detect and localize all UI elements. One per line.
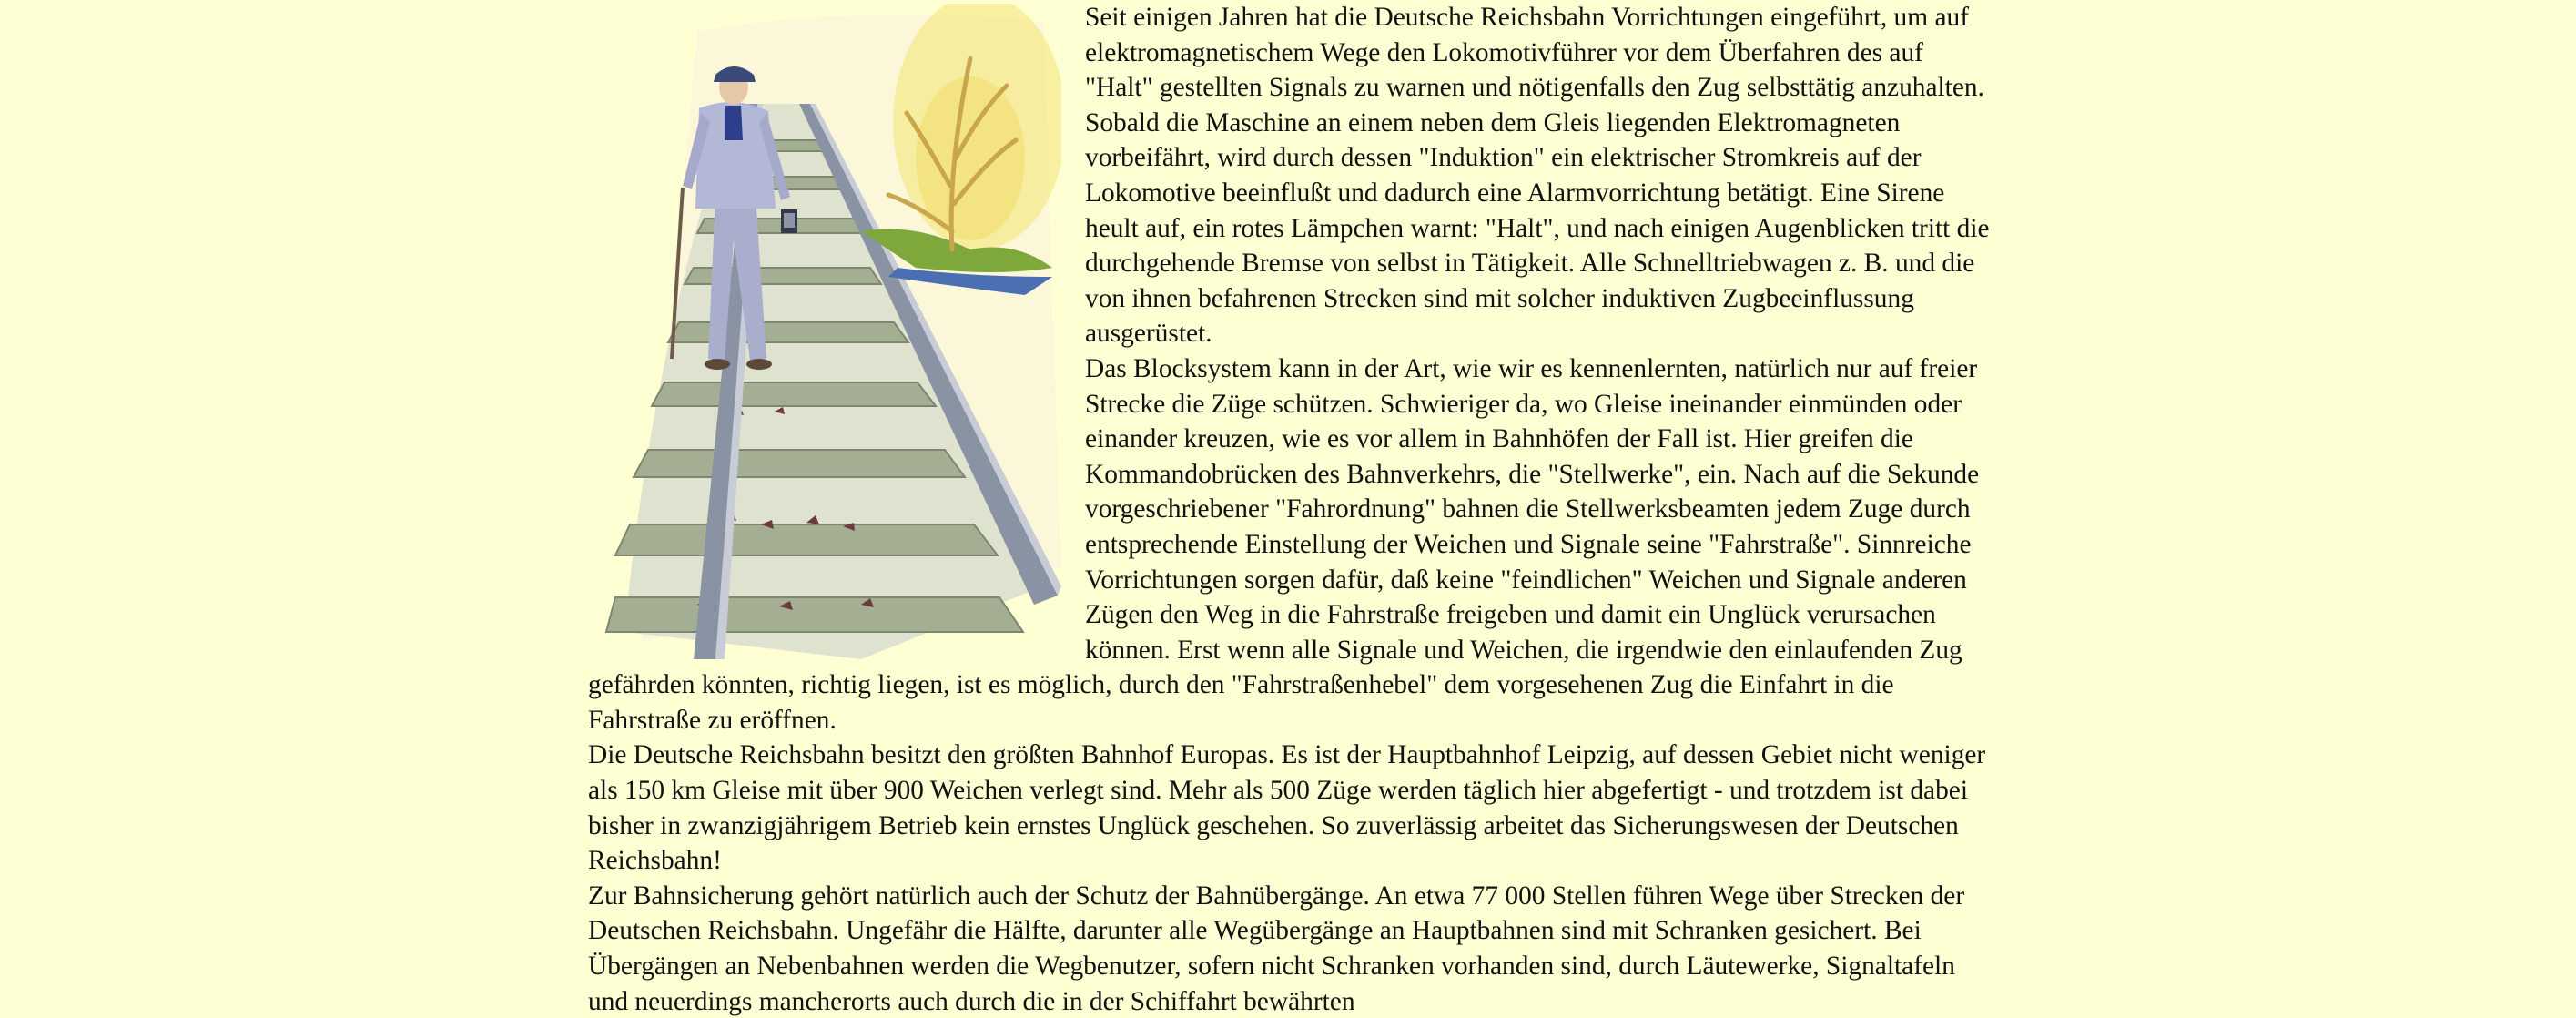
paragraph-level-crossings: Zur Bahnsicherung gehört natürlich auch der Schutz der Bahnübergänge. An etwa 77 000 Stellen führen Wege über Strecken der Deutschen Reichsbahn. Ungefähr die Hälfte, darunter alle Wegübergänge an Hauptbahnen sind mit Schranken gesichert. Bei Übergängen an Nebenbahnen werden die Wegbenutzer, sofern nicht Schranken vorhanden sind, durch Läutewerke, Signaltafeln und neuerdings mancherorts auch durch die in der Schiffahrt bewährten	[588, 881, 1965, 1016]
paragraph-induction: Seit einigen Jahren hat die Deutsche Reichsbahn Vorrichtungen eingeführt, um auf elektromagnetischem Wege den Lokomotivführer vor dem Überfahren des auf "Halt" gestellten Signals zu warnen und nötigenfalls den Zug selbsttätig anzuhalten. Sobald die Maschine an einem neben dem Gleis liegenden Elektromagneten vorbeifährt, wird durch dessen "Induktion" ein elektrischer Stromkreis auf der Lokomotive beeinflußt und dadurch eine Alarmvorrichtung betätigt. Eine Sirene heult auf, ein rotes Lämpchen warnt: "Halt", und nach einigen Augenblicken tritt die durchgehende Bremse von selbst in Tätigkeit. Alle Schnelltriebwagen z. B. und die von ihnen befahrenen Strecken sind mit solcher induktiven Zugbeeinflussung ausgerüstet.	[1085, 3, 1990, 349]
paragraph-leipzig-station: Die Deutsche Reichsbahn besitzt den größten Bahnhof Europas. Es ist der Hauptbahnhof Leipzig, auf dessen Gebiet nicht weniger als 150 km Gleise mit über 900 Weichen verlegt sind. Mehr als 500 Züge werden täglich hier abgefertigt - und trotzdem ist dabei bisher in zwanzigjährigem Betrieb kein ernstes Unglück geschehen. So zuverlässig arbeitet das Sicherungswesen der Deutschen Reichsbahn!	[588, 740, 1986, 876]
railway-worker-walking-track-illustration	[588, 4, 1061, 659]
paragraph-block-system: Das Blocksystem kann in der Art, wie wir es kennenlernten, natürlich nur auf freier Strecke die Züge schützen. Schwieriger da, wo Gleise ineinander einmünden oder einander kreuzen, wie es vor allem in Bahnhöfen der Fall ist. Hier greifen die Kommandobrücken des Bahnverkehrs, die "Stellwerke", ein. Nach auf die Sekunde vorgeschriebener "Fahrordnung" bahnen die Stellwerksbeamten jedem Zuge durch entsprechende Einstellung der Weichen und Signale seine "Fahrstraße". Sinnreiche Vorrichtungen sorgen dafür, daß keine "feindlichen" Weichen und Signale anderen Zügen den Weg in die Fahrstraße freigeben und damit ein Unglück verursachen können. Erst wenn alle Signale und Weichen, die irgendwie den einlaufenden Zug gefährden könnten, richtig liegen, ist es möglich, durch den "Fahrstraßenhebel" dem vorgesehenen Zug die Einfahrt in die Fahrstraße zu eröffnen.	[588, 353, 1980, 735]
document-page	[588, 0, 1990, 1018]
